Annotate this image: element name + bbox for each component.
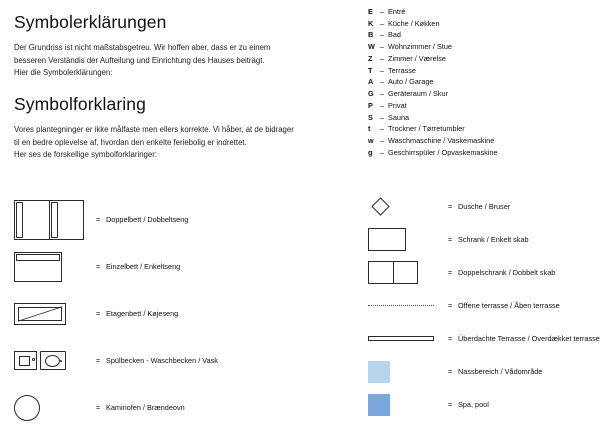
- abbreviation-row: [368, 90, 588, 97]
- symbol-legend-right-column: [368, 190, 600, 421]
- abbreviation-dash: –: [380, 42, 385, 52]
- legend-label-single-bed: [96, 262, 180, 271]
- legend-text: Doppelbett / Dobbeltseng: [106, 215, 189, 224]
- page-title-german: Symbolerklärungen: [14, 12, 167, 32]
- abbreviation-row: [368, 125, 588, 132]
- abbreviation-dash: –: [380, 7, 385, 16]
- abbreviation-dash: –: [380, 30, 385, 40]
- abbreviation-value: Küche / Køkken: [388, 18, 440, 28]
- abbreviation-value: Sauna: [388, 112, 410, 122]
- abbreviation-row: [368, 55, 588, 62]
- legend-label-wet-area: [448, 367, 542, 376]
- abbreviation-row: [368, 43, 588, 50]
- legend-text: Dusche / Bruser: [458, 202, 511, 211]
- double-closet-icon: [368, 261, 440, 284]
- legend-text: Etagenbett / Køjeseng: [106, 309, 179, 318]
- equals-sign: =: [96, 356, 101, 365]
- abbreviation-row: [368, 137, 588, 144]
- abbreviation-value: Zimmer / Værelse: [388, 53, 446, 63]
- abbreviation-key: E: [368, 7, 373, 16]
- abbreviation-key: B: [368, 30, 374, 40]
- abbreviation-value: Auto / Garage: [388, 77, 434, 87]
- bunk-bed-diagonal: [15, 304, 65, 324]
- abbreviation-row: [368, 20, 588, 27]
- abbreviation-key: G: [368, 89, 374, 99]
- legend-row-shower: [368, 190, 593, 223]
- legend-text: Doppelschrank / Dobbelt skab: [458, 268, 556, 277]
- equals-sign: =: [448, 334, 453, 343]
- symbol-legend-left-column: [14, 196, 344, 431]
- legend-text: Überdachte Terrasse / Overdækket terrasse: [458, 334, 600, 343]
- legend-text: Spülbecken - Waschbecken / Vask: [106, 356, 218, 365]
- solid-line-icon: [368, 336, 440, 341]
- dotted-line-icon: [368, 305, 440, 306]
- abbreviation-dash: –: [380, 65, 385, 75]
- legend-label-wood-stove: [96, 403, 185, 412]
- abbreviation-value: Waschmaschine / Vaskemaskine: [388, 136, 495, 146]
- abbreviation-key: K: [368, 18, 374, 28]
- abbreviation-dash: –: [380, 18, 385, 28]
- abbreviation-key: t: [368, 124, 371, 134]
- abbreviation-row: [368, 67, 588, 74]
- intro-danish-line-3: Her ses de forskellige symbolforklaringer:: [14, 150, 157, 160]
- equals-sign: =: [96, 262, 101, 271]
- single-closet-icon: [368, 228, 440, 251]
- intro-paragraph-german: [14, 42, 344, 80]
- legend-label-sink-basin: [96, 356, 218, 365]
- legend-row-bunk-bed: [14, 290, 344, 337]
- legend-row-wet-area: [368, 355, 593, 388]
- equals-sign: =: [448, 202, 453, 211]
- abbreviation-dash: –: [380, 136, 385, 146]
- abbreviation-value: Wohnzimmer / Stue: [388, 42, 452, 52]
- legend-row-open-terrace: [368, 289, 593, 322]
- equals-sign: =: [448, 235, 453, 244]
- legend-label-open-terrace: [448, 301, 560, 310]
- abbreviation-row: [368, 149, 588, 156]
- legend-label-spa-pool: [448, 400, 489, 409]
- legend-row-single-bed: [14, 243, 344, 290]
- equals-sign: =: [448, 400, 453, 409]
- abbreviation-dash: –: [380, 124, 385, 134]
- kitchen-sink-icon: [14, 351, 37, 370]
- legend-label-double-closet: [448, 268, 555, 277]
- abbreviation-dash: –: [380, 100, 385, 110]
- abbreviation-dash: –: [380, 147, 385, 157]
- abbreviation-key: A: [368, 77, 374, 87]
- spa-pool-swatch-icon: [368, 394, 440, 416]
- abbreviation-key: g: [368, 147, 373, 157]
- abbreviation-key: Z: [368, 53, 373, 63]
- legend-text: Kaminofen / Brændeovn: [106, 403, 185, 412]
- abbreviation-key: S: [368, 112, 373, 122]
- legend-text: Offene terrasse / Åben terrasse: [458, 301, 560, 310]
- abbreviation-key: W: [368, 42, 375, 52]
- equals-sign: =: [96, 309, 101, 318]
- legend-text: Schrank / Enkelt skab: [458, 235, 529, 244]
- abbreviation-value: Geräteraum / Skur: [388, 89, 449, 99]
- abbreviation-row: [368, 114, 588, 121]
- abbreviation-list: [368, 8, 588, 161]
- legend-label-double-bed: [96, 215, 188, 224]
- sink-basin-icon: [14, 351, 86, 370]
- abbreviation-value: Entré: [388, 7, 406, 16]
- abbreviation-row: [368, 31, 588, 38]
- abbreviation-key: w: [368, 136, 374, 146]
- legend-label-bunk-bed: [96, 309, 178, 318]
- abbreviation-value: Trockner / Tørretumbler: [388, 124, 465, 134]
- abbreviation-value: Terrasse: [388, 65, 416, 75]
- abbreviation-dash: –: [380, 77, 385, 87]
- equals-sign: =: [96, 403, 101, 412]
- abbreviation-dash: –: [380, 89, 385, 99]
- legend-row-single-closet: [368, 223, 593, 256]
- equals-sign: =: [448, 268, 453, 277]
- abbreviation-key: P: [368, 100, 373, 110]
- legend-text: Nassbereich / Vådområde: [458, 367, 543, 376]
- page-title-danish: Symbolforklaring: [14, 93, 146, 114]
- intro-german-line-3: Hier die Symbolerklärungen:: [14, 68, 113, 78]
- abbreviation-row: [368, 102, 588, 109]
- single-bed-icon: [14, 252, 86, 282]
- wood-stove-icon: [14, 395, 86, 421]
- legend-label-shower: [448, 202, 510, 211]
- equals-sign: =: [96, 215, 101, 224]
- legend-label-covered-terrace: [448, 334, 600, 343]
- intro-german-line-2: besseren Verständis der Aufteilung und Einrichtung des Hauses beiträgt.: [14, 55, 265, 65]
- legend-row-double-closet: [368, 256, 593, 289]
- abbreviation-row: [368, 8, 588, 15]
- legend-row-sink-basin: [14, 337, 344, 384]
- abbreviation-value: Geschirrspüler / Opvaskemaskine: [388, 147, 498, 157]
- bunk-bed-icon: [14, 303, 86, 325]
- abbreviation-dash: –: [380, 53, 385, 63]
- abbreviation-value: Privat: [388, 100, 407, 110]
- legend-label-single-closet: [448, 235, 529, 244]
- abbreviation-value: Bad: [388, 30, 401, 40]
- legend-text: Einzelbett / Enkeltseng: [106, 262, 181, 271]
- intro-german-line-1: Der Grundriss ist nicht maßstabsgetreu. Wir hoffen aber, dass er zu einem: [14, 43, 271, 52]
- double-bed-icon: [14, 200, 86, 240]
- abbreviation-dash: –: [380, 112, 385, 122]
- equals-sign: =: [448, 301, 453, 310]
- legend-row-spa-pool: [368, 388, 593, 421]
- equals-sign: =: [448, 367, 453, 376]
- legend-row-double-bed: [14, 196, 344, 243]
- wet-area-swatch-icon: [368, 361, 440, 383]
- legend-row-covered-terrace: [368, 322, 600, 355]
- legend-text: Spa, pool: [458, 400, 489, 409]
- intro-danish-line-2: til en bedre oplevelse af, hvordan den enkelte feriebolig er indrettet.: [14, 137, 247, 147]
- abbreviation-key: T: [368, 65, 373, 75]
- wash-basin-icon: [40, 351, 66, 370]
- intro-danish-line-1: Vores plantegninger er ikke målfaste men ellers korrekte. Vi håber, at de bidrager: [14, 124, 294, 134]
- intro-paragraph-danish: [14, 124, 344, 162]
- shower-icon: [368, 200, 440, 213]
- abbreviation-row: [368, 78, 588, 85]
